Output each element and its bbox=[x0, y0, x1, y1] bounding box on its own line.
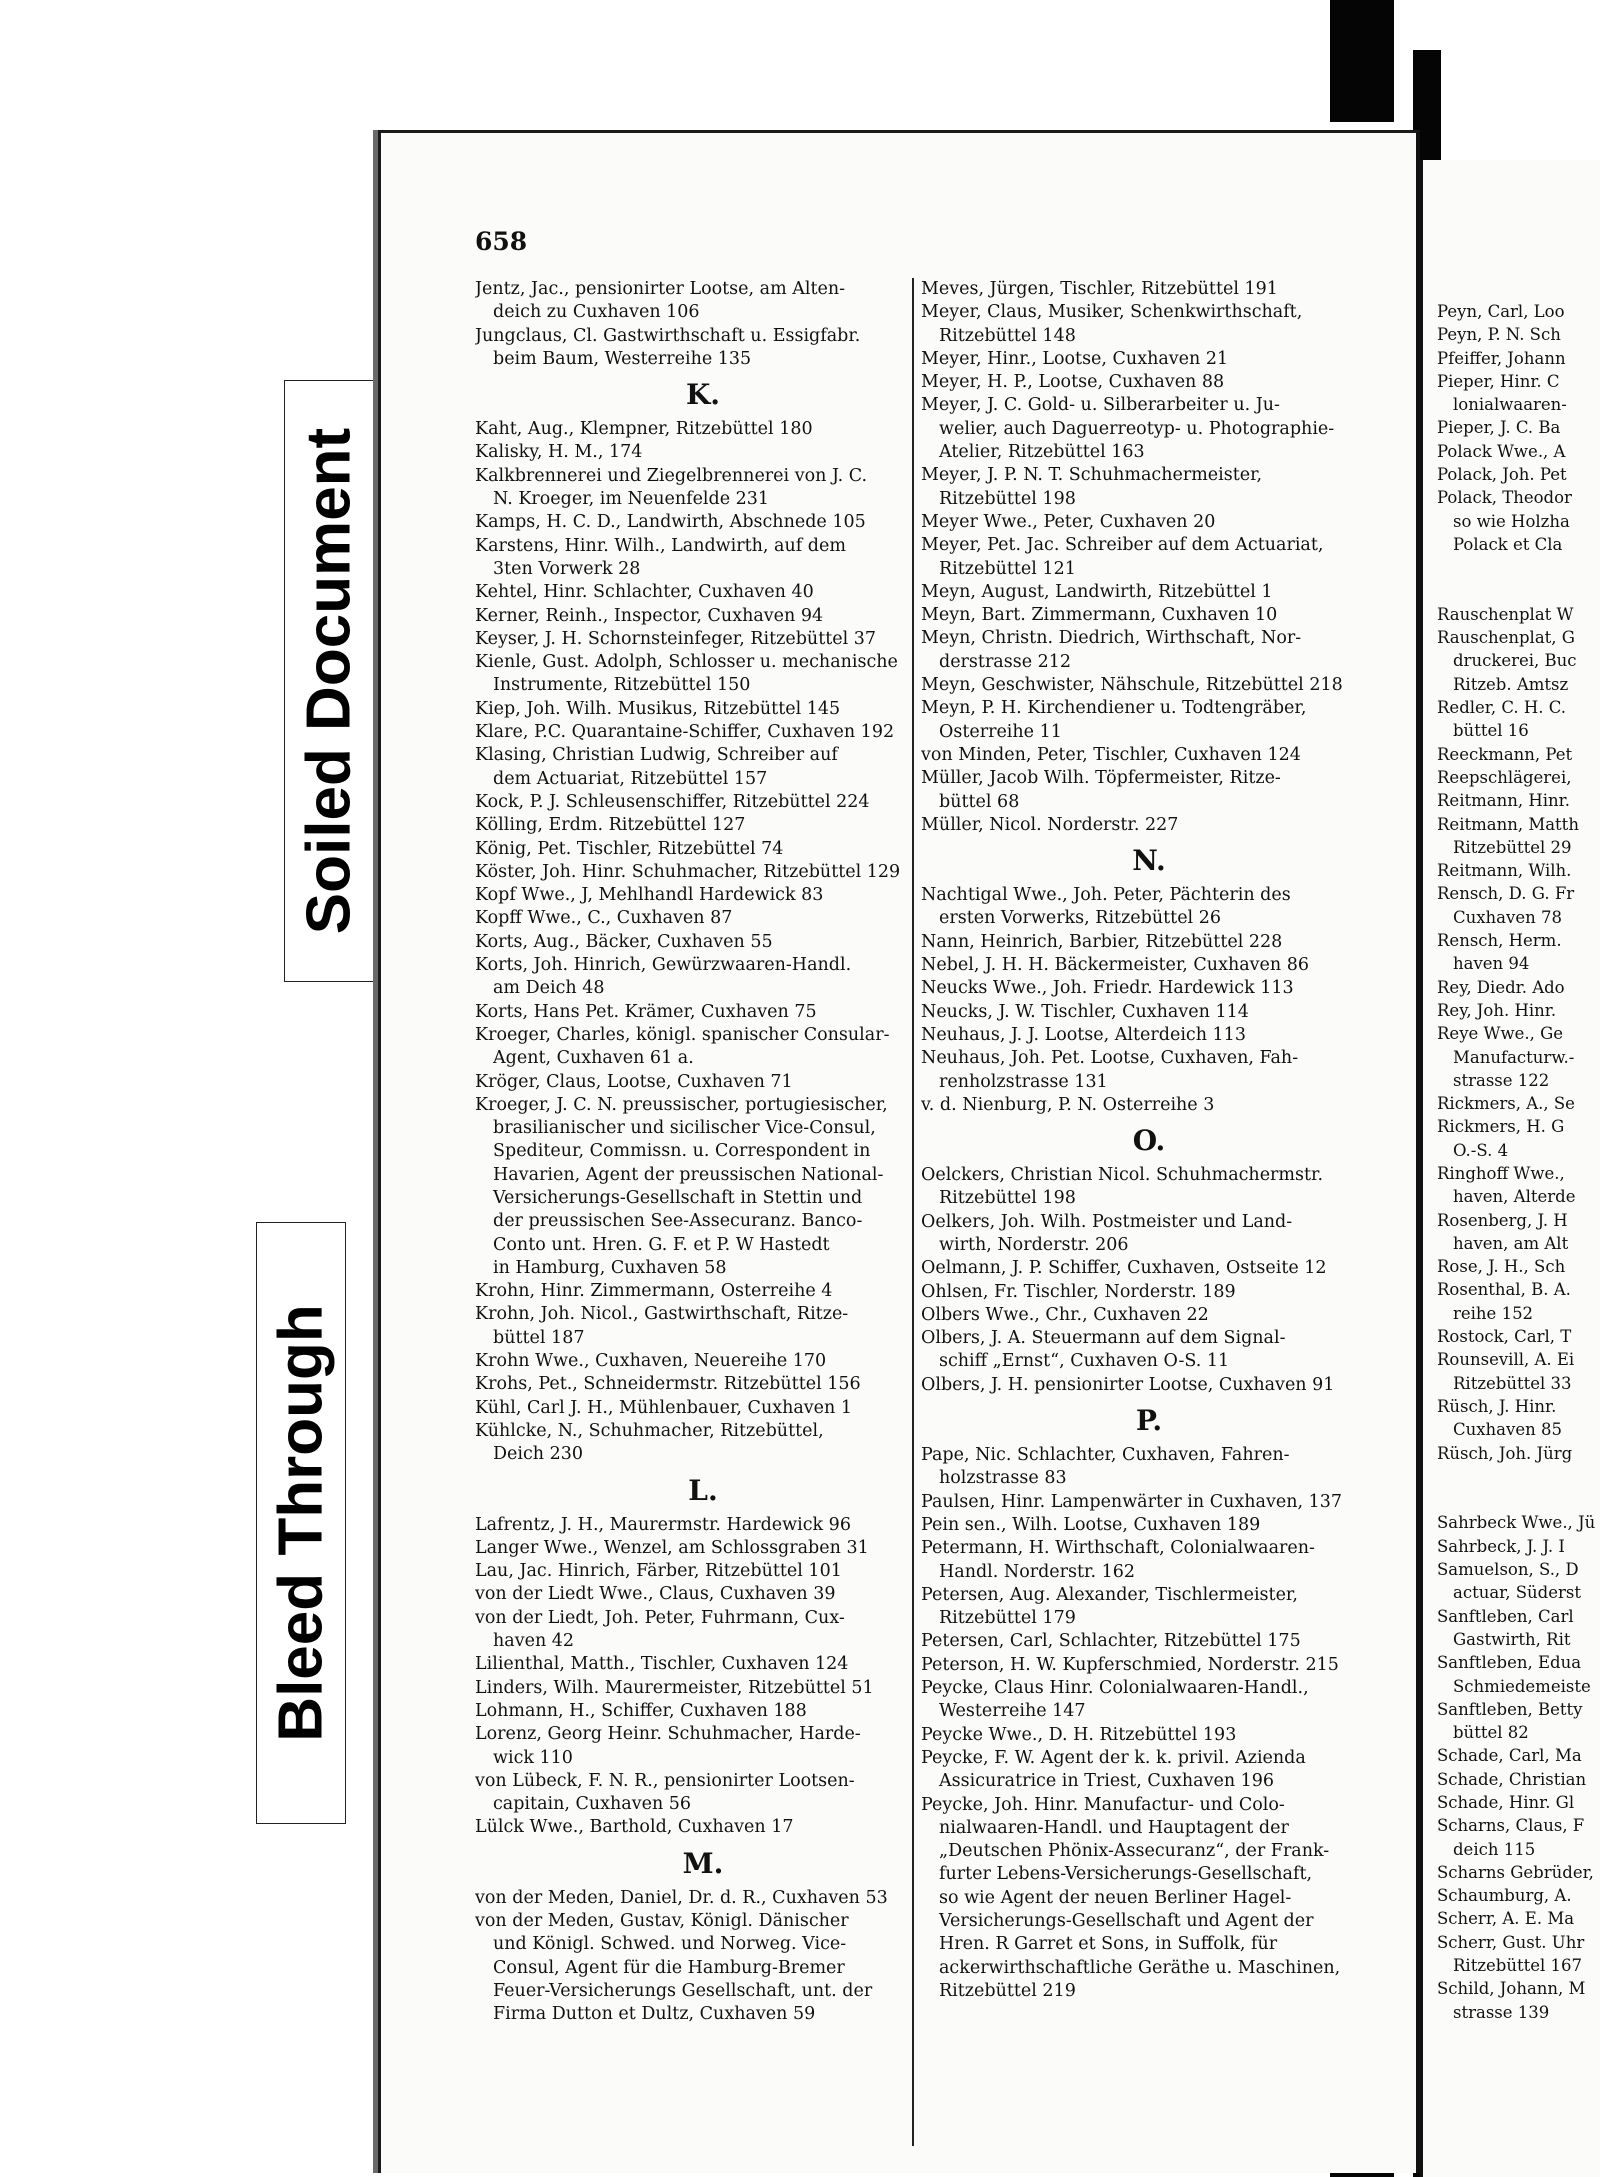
directory-column-left bbox=[475, 278, 931, 2026]
directory-entry: Köster, Joh. Hinr. Schuhmacher, Ritzebüttel 129 bbox=[475, 861, 901, 882]
directory-entry: Peterson, H. W. Kupferschmied, Norderstr. 215 bbox=[921, 1654, 1339, 1675]
entry-continuation: büttel 187 bbox=[493, 1327, 585, 1348]
entry-continuation: und Königl. Schwed. und Norweg. Vice- bbox=[493, 1934, 847, 1955]
entry-continuation: dem Actuariat, Ritzebüttel 157 bbox=[493, 768, 768, 789]
directory-entry: Meyer, J. C. Gold- u. Silberarbeiter u. Ju- bbox=[921, 395, 1280, 416]
directory-entry: Oelkers, Joh. Wilh. Postmeister und Land- bbox=[921, 1211, 1293, 1232]
entry-continuation: haven 42 bbox=[493, 1631, 575, 1652]
entry-continuation: reihe 152 bbox=[1453, 1303, 1534, 1323]
entry-continuation: N. Kroeger, im Neuenfelde 231 bbox=[493, 489, 770, 510]
directory-entry: Lafrentz, J. H., Maurermstr. Hardewick 96 bbox=[475, 1514, 851, 1535]
entry-continuation: renholzstrasse 131 bbox=[939, 1071, 1108, 1092]
entry-continuation: haven, Alterde bbox=[1453, 1187, 1576, 1207]
entry-continuation: so wie Agent der neuen Berliner Hagel- bbox=[939, 1887, 1292, 1908]
entry-continuation: wick 110 bbox=[493, 1747, 573, 1768]
directory-entry: Samuelson, S., D bbox=[1437, 1560, 1579, 1580]
directory-entry: Reitmann, Hinr. bbox=[1437, 791, 1570, 811]
directory-entry: Sanftleben, Edua bbox=[1437, 1653, 1582, 1673]
entry-continuation: Cuxhaven 85 bbox=[1453, 1420, 1562, 1440]
directory-entry: Kehtel, Hinr. Schlachter, Cuxhaven 40 bbox=[475, 582, 814, 603]
directory-entry: Kroeger, Charles, königl. spanischer Consular- bbox=[475, 1024, 890, 1045]
directory-entry: Rauschenplat, G bbox=[1437, 628, 1575, 648]
directory-entry: Scharns, Claus, F bbox=[1437, 1816, 1585, 1836]
directory-entry: Kienle, Gust. Adolph, Schlosser u. mechanische bbox=[475, 652, 898, 673]
entry-continuation: Cuxhaven 78 bbox=[1453, 907, 1562, 927]
directory-entry: Rostock, Carl, T bbox=[1437, 1327, 1572, 1347]
entry-continuation: „Deutschen Phönix-Assecuranz“, der Frank- bbox=[939, 1841, 1330, 1862]
directory-entry: Rensch, Herm. bbox=[1437, 931, 1562, 951]
entry-continuation: Spediteur, Commissn. u. Correspondent in bbox=[493, 1141, 871, 1162]
directory-entry: Krohn Wwe., Cuxhaven, Neuereihe 170 bbox=[475, 1351, 827, 1372]
directory-entry: Petermann, H. Wirthschaft, Colonialwaaren- bbox=[921, 1538, 1315, 1559]
directory-entry: Pfeiffer, Johann bbox=[1437, 348, 1566, 368]
directory-entry: Reeckmann, Pet bbox=[1437, 744, 1573, 764]
entry-continuation: ackerwirthschaftliche Geräthe u. Maschinen, bbox=[939, 1957, 1341, 1978]
entry-continuation: Ritzebüttel 121 bbox=[939, 558, 1076, 579]
directory-entry: Sanftleben, Carl bbox=[1437, 1606, 1574, 1626]
entry-continuation: Ritzebüttel 219 bbox=[939, 1980, 1076, 2001]
entry-continuation: Versicherungs-Gesellschaft und Agent der bbox=[939, 1911, 1314, 1931]
entry-continuation: Havarien, Agent der preussischen National- bbox=[493, 1164, 884, 1185]
entry-continuation: druckerei, Buc bbox=[1453, 651, 1577, 671]
bleed-through-text: Bleed Through bbox=[266, 1304, 336, 1742]
section-heading: O. bbox=[1132, 1124, 1166, 1158]
directory-entry: v. d. Nienburg, P. N. Osterreihe 3 bbox=[921, 1094, 1215, 1115]
directory-entry: Rosenthal, B. A. bbox=[1437, 1280, 1571, 1300]
entry-continuation: derstrasse 212 bbox=[939, 651, 1072, 672]
directory-entry: von der Liedt, Joh. Peter, Fuhrmann, Cux- bbox=[475, 1607, 845, 1628]
directory-entry: Lohmann, H., Schiffer, Cuxhaven 188 bbox=[475, 1700, 807, 1721]
directory-entry: Peyn, P. N. Sch bbox=[1437, 325, 1561, 345]
entry-continuation: capitain, Cuxhaven 56 bbox=[493, 1794, 692, 1815]
directory-entry: Ohlsen, Fr. Tischler, Norderstr. 189 bbox=[921, 1281, 1236, 1302]
directory-entry: Nann, Heinrich, Barbier, Ritzebüttel 228 bbox=[921, 931, 1283, 952]
directory-entry: Peycke, Claus Hinr. Colonialwaaren-Handl., bbox=[921, 1678, 1309, 1699]
directory-entry: Schade, Carl, Ma bbox=[1437, 1746, 1582, 1766]
directory-entry: Schade, Christian bbox=[1437, 1769, 1587, 1789]
entry-continuation: schiff „Ernst“, Cuxhaven O-S. 11 bbox=[939, 1351, 1230, 1372]
section-heading: M. bbox=[682, 1846, 724, 1880]
directory-column-right bbox=[1437, 300, 1600, 2024]
directory-entry: Kamps, H. C. D., Landwirth, Abschnede 105 bbox=[475, 512, 866, 533]
directory-entry: Krohs, Pet., Schneidermstr. Ritzebüttel 156 bbox=[475, 1374, 861, 1395]
directory-entry: Kiep, Joh. Wilh. Musikus, Ritzebüttel 145 bbox=[475, 698, 841, 719]
section-heading: K. bbox=[685, 378, 721, 412]
section-heading: L. bbox=[688, 1473, 718, 1507]
directory-entry: Meyn, Christn. Diedrich, Wirthschaft, Nor- bbox=[921, 628, 1302, 649]
entry-continuation: büttel 82 bbox=[1453, 1723, 1529, 1743]
directory-entry: Rose, J. H., Sch bbox=[1437, 1257, 1566, 1277]
directory-entry: Schaumburg, A. bbox=[1437, 1886, 1572, 1906]
directory-entry: Kopff Wwe., C., Cuxhaven 87 bbox=[475, 908, 733, 929]
directory-entry: Pieper, J. C. Ba bbox=[1437, 418, 1561, 438]
entry-continuation: Agent, Cuxhaven 61 a. bbox=[493, 1048, 694, 1069]
directory-entry: Polack Wwe., A bbox=[1437, 441, 1566, 461]
directory-entry: Redler, C. H. C. bbox=[1437, 698, 1567, 718]
directory-entry: Lilienthal, Matth., Tischler, Cuxhaven 124 bbox=[475, 1654, 849, 1675]
directory-entry: Peycke, F. W. Agent der k. k. privil. Azienda bbox=[921, 1747, 1306, 1768]
soiled-document-label bbox=[284, 380, 374, 982]
entry-continuation: deich zu Cuxhaven 106 bbox=[493, 302, 700, 323]
directory-entry: von der Meden, Gustav, Königl. Dänischer bbox=[475, 1911, 849, 1931]
directory-entry: Rüsch, Joh. Jürg bbox=[1437, 1443, 1573, 1463]
directory-entry: Petersen, Aug. Alexander, Tischlermeister, bbox=[921, 1584, 1298, 1605]
directory-entry: Polack, Theodor bbox=[1437, 488, 1572, 508]
entry-continuation: Ritzebüttel 198 bbox=[939, 488, 1076, 509]
directory-entry: Pape, Nic. Schlachter, Cuxhaven, Fahren- bbox=[921, 1445, 1290, 1466]
directory-entry: Meyer, Hinr., Lootse, Cuxhaven 21 bbox=[921, 348, 1229, 369]
directory-entry: Korts, Hans Pet. Krämer, Cuxhaven 75 bbox=[475, 1001, 817, 1022]
entry-continuation: Atelier, Ritzebüttel 163 bbox=[939, 442, 1145, 463]
directory-entry: Sahrbeck Wwe., Jü bbox=[1437, 1513, 1596, 1533]
directory-entry: Kühlcke, N., Schuhmacher, Ritzebüttel, bbox=[475, 1420, 824, 1441]
entry-continuation: Ritzebüttel 29 bbox=[1453, 837, 1572, 857]
entry-continuation: Ritzebüttel 148 bbox=[939, 325, 1076, 346]
directory-entry: Ringhoff Wwe., bbox=[1437, 1163, 1565, 1183]
entry-continuation: Schmiedemeiste bbox=[1453, 1676, 1591, 1696]
directory-entry: Scherr, Gust. Uhr bbox=[1437, 1932, 1585, 1952]
directory-entry: Linders, Wilh. Maurermeister, Ritzebüttel 51 bbox=[475, 1677, 874, 1698]
directory-entry: Nachtigal Wwe., Joh. Peter, Pächterin des bbox=[921, 885, 1291, 906]
directory-entry: Nebel, J. H. H. Bäckermeister, Cuxhaven 86 bbox=[921, 955, 1309, 976]
directory-entry: Meyer Wwe., Peter, Cuxhaven 20 bbox=[921, 511, 1216, 532]
entry-continuation: Feuer-Versicherungs Gesellschaft, unt. der bbox=[493, 1980, 873, 2001]
directory-entry: Pieper, Hinr. C bbox=[1437, 371, 1560, 391]
entry-continuation: der preussischen See-Assecuranz. Banco- bbox=[493, 1211, 863, 1232]
entry-continuation: Ritzebüttel 198 bbox=[939, 1188, 1076, 1209]
directory-entry: Rey, Diedr. Ado bbox=[1437, 977, 1565, 997]
directory-entry: Krohn, Joh. Nicol., Gastwirthschaft, Ritze- bbox=[475, 1304, 849, 1325]
directory-entry: Krohn, Hinr. Zimmermann, Osterreihe 4 bbox=[475, 1281, 833, 1302]
directory-entry: Meyer, Claus, Musiker, Schenkwirthschaft, bbox=[921, 302, 1303, 323]
directory-entry: Kerner, Reinh., Inspector, Cuxhaven 94 bbox=[475, 605, 824, 626]
directory-entry: Rounsevill, A. Ei bbox=[1437, 1350, 1575, 1370]
directory-entry: Reitmann, Wilh. bbox=[1437, 861, 1572, 881]
blank-line bbox=[1437, 1465, 1600, 1488]
page-number: 658 bbox=[475, 227, 528, 256]
directory-entry: Reepschlägerei, bbox=[1437, 767, 1572, 787]
scan-edge-bar-top bbox=[1330, 0, 1394, 122]
entry-continuation: brasilianischer und sicilischer Vice-Consul, bbox=[493, 1118, 876, 1139]
entry-continuation: Westerreihe 147 bbox=[939, 1701, 1086, 1722]
directory-entry: Oelckers, Christian Nicol. Schuhmachermstr. bbox=[921, 1165, 1324, 1186]
blank-line bbox=[1437, 580, 1600, 603]
directory-entry: Müller, Jacob Wilh. Töpfermeister, Ritze- bbox=[921, 768, 1281, 789]
directory-entry: Meyn, August, Landwirth, Ritzebüttel 1 bbox=[921, 581, 1273, 602]
directory-entry: Rickmers, H. G bbox=[1437, 1117, 1565, 1137]
directory-entry: Peycke, Joh. Hinr. Manufactur- und Colo- bbox=[921, 1794, 1285, 1815]
directory-entry: Meyn, Bart. Zimmermann, Cuxhaven 10 bbox=[921, 605, 1278, 626]
entry-continuation: Ritzebüttel 179 bbox=[939, 1608, 1076, 1629]
directory-entry: von Minden, Peter, Tischler, Cuxhaven 124 bbox=[921, 744, 1301, 765]
entry-continuation: Handl. Norderstr. 162 bbox=[939, 1561, 1136, 1582]
directory-entry: Kölling, Erdm. Ritzebüttel 127 bbox=[475, 815, 746, 836]
directory-entry: Scharns Gebrüder, bbox=[1437, 1862, 1594, 1882]
entry-continuation: Firma Dutton et Dultz, Cuxhaven 59 bbox=[493, 2004, 816, 2025]
entry-continuation: so wie Holzha bbox=[1453, 511, 1570, 531]
entry-continuation: actuar, Süderst bbox=[1453, 1583, 1581, 1603]
directory-entry: Rey, Joh. Hinr. bbox=[1437, 1000, 1557, 1020]
entry-continuation: Manufacturw.- bbox=[1453, 1047, 1575, 1067]
directory-entry: Jungclaus, Cl. Gastwirthschaft u. Essigfabr. bbox=[475, 325, 861, 346]
directory-page bbox=[378, 130, 1420, 2173]
entry-continuation: strasse 139 bbox=[1453, 2002, 1550, 2022]
directory-entry: Meyer, H. P., Lootse, Cuxhaven 88 bbox=[921, 372, 1225, 393]
directory-entry: Meyn, Geschwister, Nähschule, Ritzebüttel 218 bbox=[921, 675, 1343, 696]
directory-entry: Meyer, J. P. N. T. Schuhmachermeister, bbox=[921, 465, 1263, 486]
entry-continuation: Ritzeb. Amtsz bbox=[1453, 674, 1569, 694]
entry-continuation: am Deich 48 bbox=[493, 978, 605, 999]
entry-continuation: Assicuratrice in Triest, Cuxhaven 196 bbox=[939, 1771, 1275, 1792]
entry-continuation: strasse 122 bbox=[1453, 1070, 1550, 1090]
entry-continuation: Gastwirth, Rit bbox=[1453, 1629, 1571, 1649]
section-heading: N. bbox=[1132, 844, 1166, 878]
entry-continuation: haven 94 bbox=[1453, 954, 1530, 974]
entry-continuation: lonialwaaren- bbox=[1453, 395, 1567, 415]
soiled-document-text: Soiled Document bbox=[294, 427, 364, 935]
entry-continuation: Conto unt. Hren. G. F. et P. W Hastedt bbox=[493, 1234, 830, 1255]
section-heading: P. bbox=[1135, 1404, 1163, 1438]
directory-entry: Meyn, P. H. Kirchendiener u. Todtengräber, bbox=[921, 698, 1307, 719]
entry-continuation: Polack et Cla bbox=[1453, 534, 1563, 554]
directory-entry: König, Pet. Tischler, Ritzebüttel 74 bbox=[475, 838, 784, 859]
directory-entry: Meyer, Pet. Jac. Schreiber auf dem Actuariat, bbox=[921, 535, 1324, 556]
directory-entry: Kröger, Claus, Lootse, Cuxhaven 71 bbox=[475, 1071, 793, 1092]
entry-continuation: büttel 16 bbox=[1453, 721, 1529, 741]
directory-entry: Jentz, Jac., pensionirter Lootse, am Alten- bbox=[475, 279, 846, 299]
directory-entry: Sahrbeck, J. J. I bbox=[1437, 1536, 1565, 1556]
directory-entry: von Lübeck, F. N. R., pensionirter Lootsen- bbox=[475, 1770, 855, 1791]
entry-continuation: furter Lebens-Versicherungs-Gesellschaft, bbox=[939, 1864, 1313, 1885]
bleed-through-label bbox=[256, 1222, 346, 1824]
directory-entry: Olbers, J. A. Steuermann auf dem Signal- bbox=[921, 1328, 1286, 1349]
directory-entry: Klasing, Christian Ludwig, Schreiber auf bbox=[475, 745, 838, 766]
directory-entry: Olbers, J. H. pensionirter Lootse, Cuxhaven 91 bbox=[921, 1374, 1335, 1395]
entry-continuation: Instrumente, Ritzebüttel 150 bbox=[493, 675, 751, 696]
directory-entry: Sanftleben, Betty bbox=[1437, 1699, 1583, 1719]
directory-entry: Rüsch, J. Hinr. bbox=[1437, 1396, 1557, 1416]
directory-entry: Keyser, J. H. Schornsteinfeger, Ritzebüttel 37 bbox=[475, 628, 877, 649]
directory-entry: Lülck Wwe., Barthold, Cuxhaven 17 bbox=[475, 1817, 794, 1838]
directory-entry: Reitmann, Matth bbox=[1437, 814, 1579, 834]
directory-entry: Korts, Aug., Bäcker, Cuxhaven 55 bbox=[475, 931, 773, 952]
directory-entry: Kalkbrennerei und Ziegelbrennerei von J. C. bbox=[475, 465, 868, 486]
entry-continuation: in Hamburg, Cuxhaven 58 bbox=[493, 1257, 727, 1278]
entry-continuation: Hren. R Garret et Sons, in Suffolk, für bbox=[939, 1934, 1278, 1955]
entry-continuation: Ritzebüttel 33 bbox=[1453, 1373, 1572, 1393]
entry-continuation: wirth, Norderstr. 206 bbox=[939, 1234, 1129, 1255]
column-divider bbox=[912, 278, 914, 2146]
adjacent-page bbox=[1420, 160, 1600, 2177]
entry-continuation: büttel 68 bbox=[939, 791, 1020, 812]
entry-continuation: Ritzebüttel 167 bbox=[1453, 1956, 1583, 1976]
directory-entry: Oelmann, J. P. Schiffer, Cuxhaven, Ostseite 12 bbox=[921, 1258, 1327, 1279]
directory-entry: Müller, Nicol. Norderstr. 227 bbox=[921, 814, 1179, 835]
directory-entry: Klare, P.C. Quarantaine-Schiffer, Cuxhaven 192 bbox=[475, 722, 895, 743]
blank-line bbox=[1437, 1488, 1600, 1511]
entry-continuation: Consul, Agent für die Hamburg-Bremer bbox=[493, 1957, 845, 1978]
entry-continuation: deich 115 bbox=[1453, 1839, 1536, 1859]
directory-entry: Scherr, A. E. Ma bbox=[1437, 1909, 1575, 1929]
directory-column-middle bbox=[921, 278, 1377, 2003]
directory-entry: von der Meden, Daniel, Dr. d. R., Cuxhaven 53 bbox=[475, 1887, 888, 1908]
directory-entry: Neuhaus, J. J. Lootse, Alterdeich 113 bbox=[921, 1024, 1246, 1045]
entry-continuation: beim Baum, Westerreihe 135 bbox=[493, 348, 752, 369]
directory-entry: Korts, Joh. Hinrich, Gewürzwaaren-Handl. bbox=[475, 955, 852, 976]
directory-entry: Neucks, J. W. Tischler, Cuxhaven 114 bbox=[921, 1001, 1249, 1022]
directory-entry: Lorenz, Georg Heinr. Schuhmacher, Harde- bbox=[475, 1724, 861, 1745]
directory-entry: Olbers Wwe., Chr., Cuxhaven 22 bbox=[921, 1304, 1209, 1325]
directory-entry: Meves, Jürgen, Tischler, Ritzebüttel 191 bbox=[921, 279, 1278, 299]
directory-entry: Kaht, Aug., Klempner, Ritzebüttel 180 bbox=[475, 419, 813, 440]
entry-continuation: Versicherungs-Gesellschaft in Stettin und bbox=[493, 1187, 863, 1208]
directory-entry: Rensch, D. G. Fr bbox=[1437, 884, 1575, 904]
directory-entry: Peycke Wwe., D. H. Ritzebüttel 193 bbox=[921, 1724, 1237, 1745]
directory-entry: Kühl, Carl J. H., Mühlenbauer, Cuxhaven 1 bbox=[475, 1397, 852, 1418]
directory-entry: von der Liedt Wwe., Claus, Cuxhaven 39 bbox=[475, 1584, 836, 1605]
directory-entry: Paulsen, Hinr. Lampenwärter in Cuxhaven, 137 bbox=[921, 1491, 1342, 1512]
directory-entry: Kalisky, H. M., 174 bbox=[475, 442, 643, 463]
directory-entry: Rauschenplat W bbox=[1437, 604, 1574, 624]
directory-entry: Langer Wwe., Wenzel, am Schlossgraben 31 bbox=[475, 1537, 869, 1558]
entry-continuation: holzstrasse 83 bbox=[939, 1468, 1067, 1489]
directory-entry: Kroeger, J. C. N. preussischer, portugiesischer, bbox=[475, 1094, 888, 1115]
entry-continuation: 3ten Vorwerk 28 bbox=[493, 558, 641, 579]
directory-entry: Pein sen., Wilh. Lootse, Cuxhaven 189 bbox=[921, 1514, 1261, 1535]
entry-continuation: welier, auch Daguerreotyp- u. Photographie- bbox=[939, 418, 1335, 439]
directory-entry: Reye Wwe., Ge bbox=[1437, 1024, 1564, 1044]
directory-entry: Schade, Hinr. Gl bbox=[1437, 1793, 1575, 1812]
entry-continuation: nialwaaren-Handl. und Hauptagent der bbox=[939, 1817, 1289, 1838]
directory-entry: Neucks Wwe., Joh. Friedr. Hardewick 113 bbox=[921, 978, 1294, 999]
directory-entry: Neuhaus, Joh. Pet. Lootse, Cuxhaven, Fah- bbox=[921, 1048, 1299, 1069]
directory-entry: Kock, P. J. Schleusenschiffer, Ritzebüttel 224 bbox=[475, 791, 870, 812]
entry-continuation: O.-S. 4 bbox=[1453, 1140, 1509, 1160]
directory-entry: Rickmers, A., Se bbox=[1437, 1094, 1575, 1114]
directory-entry: Lau, Jac. Hinrich, Färber, Ritzebüttel 101 bbox=[475, 1561, 842, 1582]
directory-entry: Peyn, Carl, Loo bbox=[1437, 302, 1565, 321]
blank-line bbox=[1437, 556, 1600, 579]
entry-continuation: Osterreihe 11 bbox=[939, 721, 1062, 742]
entry-continuation: Deich 230 bbox=[493, 1444, 584, 1465]
directory-entry: Schild, Johann, M bbox=[1437, 1979, 1586, 1999]
directory-entry: Kopf Wwe., J, Mehlhandl Hardewick 83 bbox=[475, 885, 824, 906]
directory-entry: Rosenberg, J. H bbox=[1437, 1210, 1568, 1230]
directory-entry: Karstens, Hinr. Wilh., Landwirth, auf dem bbox=[475, 535, 846, 556]
directory-entry: Polack, Joh. Pet bbox=[1437, 465, 1567, 485]
entry-continuation: ersten Vorwerks, Ritzebüttel 26 bbox=[939, 908, 1221, 929]
directory-entry: Petersen, Carl, Schlachter, Ritzebüttel 175 bbox=[921, 1631, 1301, 1652]
entry-continuation: haven, am Alt bbox=[1453, 1233, 1569, 1253]
